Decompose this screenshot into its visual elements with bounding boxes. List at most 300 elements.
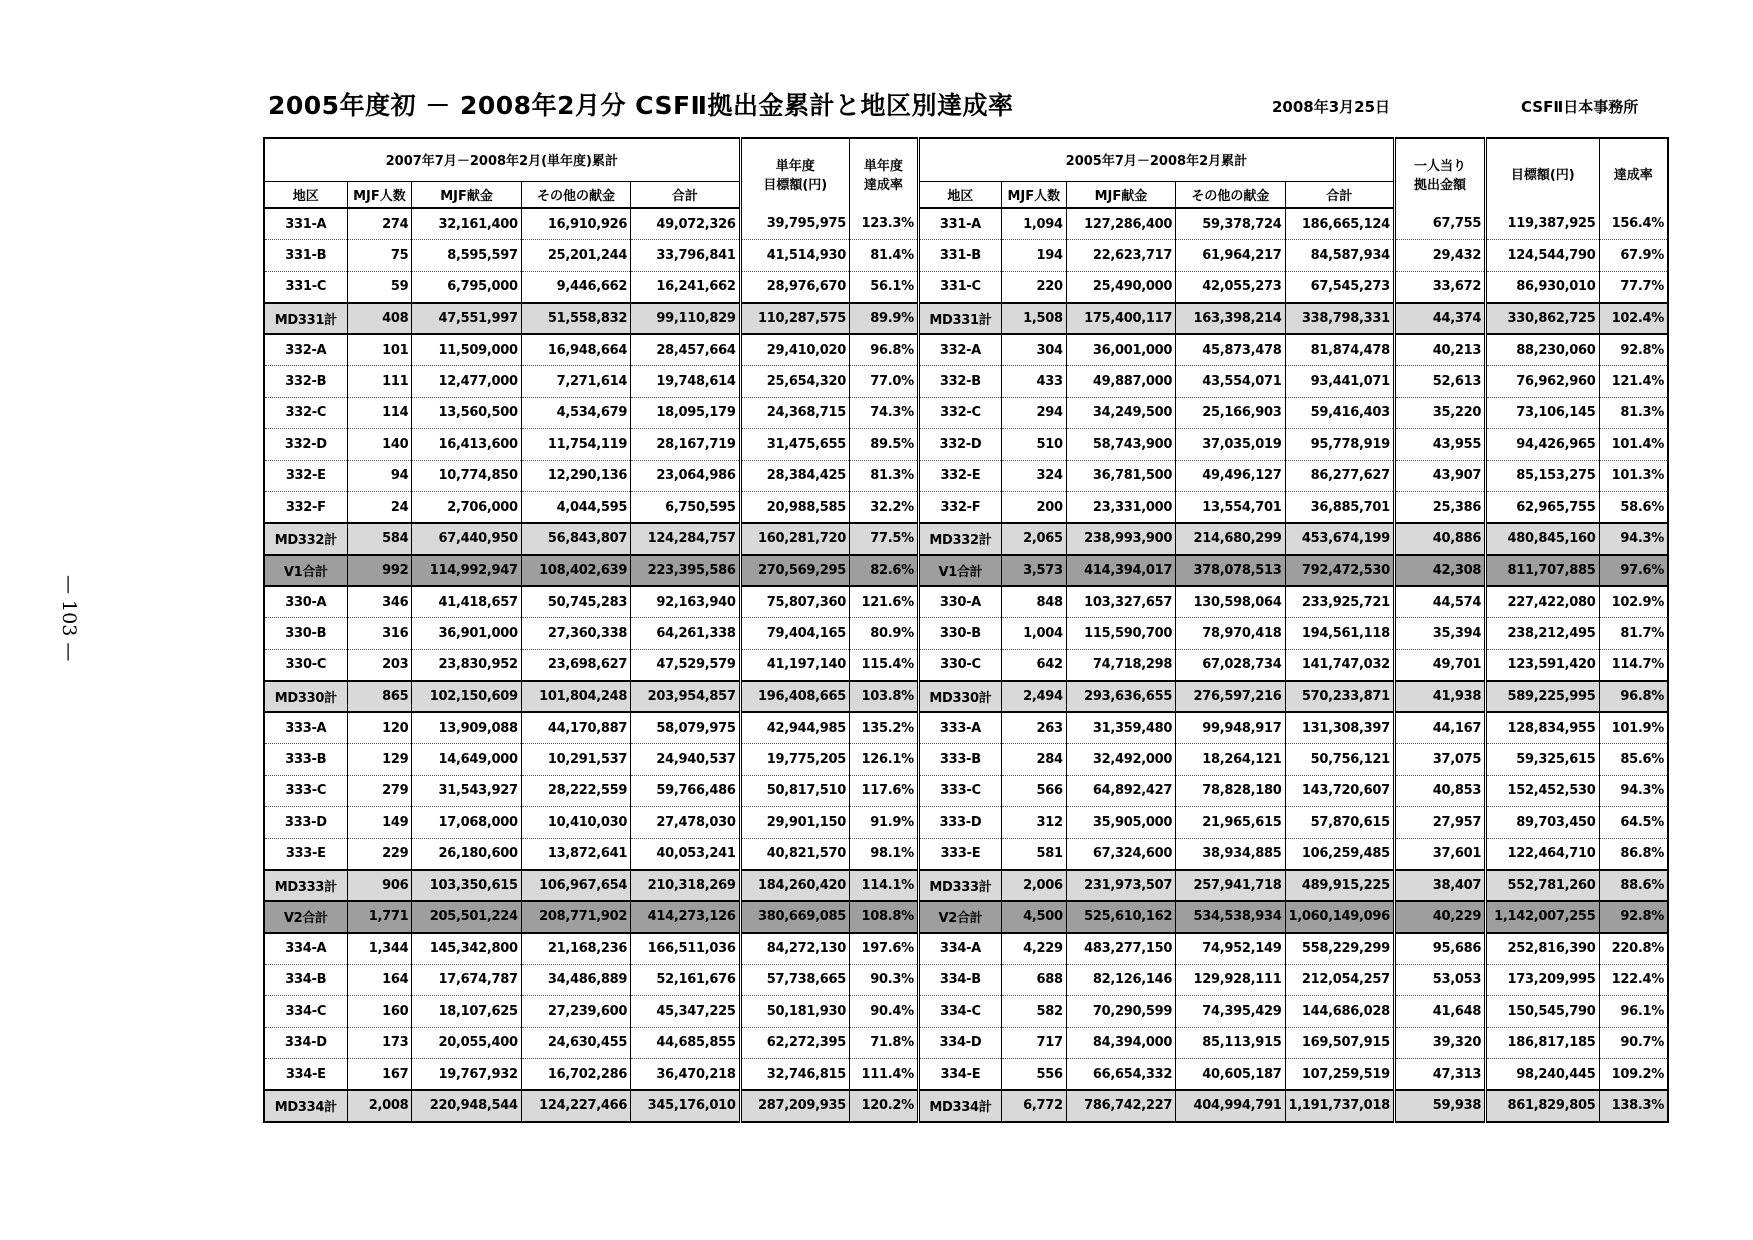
table-cell: 274: [347, 208, 412, 240]
table-cell: 92.8%: [1599, 334, 1668, 366]
table-cell: 37,601: [1394, 838, 1485, 870]
table-cell: 194: [1001, 240, 1066, 272]
table-cell: 330,862,725: [1486, 303, 1599, 335]
table-cell: 43,955: [1394, 429, 1485, 461]
table-cell: 334-D: [918, 1027, 1001, 1059]
table-cell: 90.4%: [850, 996, 919, 1028]
table-cell: 184,260,420: [740, 870, 849, 902]
table-cell: 28,167,719: [631, 429, 740, 461]
table-cell: 106,259,485: [1285, 838, 1394, 870]
table-cell: 47,313: [1394, 1059, 1485, 1091]
table-cell: 17,674,787: [412, 964, 521, 996]
table-cell: 67,440,950: [412, 523, 521, 555]
table-cell: 98,240,445: [1486, 1059, 1599, 1091]
table-cell: 102,150,609: [412, 681, 521, 713]
table-cell: 270,569,295: [740, 555, 849, 587]
table-cell: 525,610,162: [1066, 901, 1175, 933]
table-cell: 96.8%: [1599, 681, 1668, 713]
table-cell: 26,180,600: [412, 838, 521, 870]
table-cell: MD332計: [918, 523, 1001, 555]
table-cell: 333-C: [264, 775, 347, 807]
table-cell: 31,475,655: [740, 429, 849, 461]
target-header: 目標額(円): [1486, 138, 1599, 208]
table-row: [264, 744, 1668, 776]
table-cell: 257,941,718: [1176, 870, 1285, 902]
table-cell: 18,095,179: [631, 397, 740, 429]
table-cell: 1,344: [347, 933, 412, 965]
table-cell: 334-D: [264, 1027, 347, 1059]
table-cell: 37,035,019: [1176, 429, 1285, 461]
per-person-header: 一人当り 拠出金額: [1394, 138, 1485, 208]
table-cell: 6,772: [1001, 1090, 1066, 1122]
table-cell: 70,290,599: [1066, 996, 1175, 1028]
table-cell: 330-B: [264, 618, 347, 650]
table-cell: 23,331,000: [1066, 492, 1175, 524]
table-cell: MD333計: [918, 870, 1001, 902]
table-cell: 80.9%: [850, 618, 919, 650]
table-cell: 558,229,299: [1285, 933, 1394, 965]
table-cell: 345,176,010: [631, 1090, 740, 1122]
table-cell: 64.5%: [1599, 807, 1668, 839]
table-cell: 81,874,478: [1285, 334, 1394, 366]
table-cell: 81.3%: [850, 460, 919, 492]
table-cell: 36,901,000: [412, 618, 521, 650]
table-cell: 220.8%: [1599, 933, 1668, 965]
table-cell: 41,514,930: [740, 240, 849, 272]
table-cell: 21,965,615: [1176, 807, 1285, 839]
table-cell: 21,168,236: [521, 933, 630, 965]
table-cell: 25,654,320: [740, 366, 849, 398]
table-cell: 333-E: [918, 838, 1001, 870]
table-cell: 32,746,815: [740, 1059, 849, 1091]
table-cell: 49,072,326: [631, 208, 740, 240]
table-cell: 414,394,017: [1066, 555, 1175, 587]
table-cell: 144,686,028: [1285, 996, 1394, 1028]
table-cell: 50,756,121: [1285, 744, 1394, 776]
table-cell: 81.4%: [850, 240, 919, 272]
table-cell: 175,400,117: [1066, 303, 1175, 335]
table-cell: 186,817,185: [1486, 1027, 1599, 1059]
table-cell: 128,834,955: [1486, 712, 1599, 744]
table-cell: 31,543,927: [412, 775, 521, 807]
table-cell: 166,511,036: [631, 933, 740, 965]
table-cell: 2,065: [1001, 523, 1066, 555]
rate-header: 達成率: [1599, 138, 1668, 208]
table-cell: 334-C: [264, 996, 347, 1028]
table-cell: 89.5%: [850, 429, 919, 461]
table-cell: 33,796,841: [631, 240, 740, 272]
table-cell: 67,545,273: [1285, 271, 1394, 303]
table-cell: 39,795,975: [740, 208, 849, 240]
table-cell: 79,404,165: [740, 618, 849, 650]
table-cell: 334-A: [918, 933, 1001, 965]
table-cell: 34,249,500: [1066, 397, 1175, 429]
table-cell: 150,545,790: [1486, 996, 1599, 1028]
table-cell: 229: [347, 838, 412, 870]
table-cell: 23,064,986: [631, 460, 740, 492]
table-cell: 77.5%: [850, 523, 919, 555]
group2-header: 2005年7月－2008年2月累計: [918, 138, 1394, 181]
table-cell: 331-B: [918, 240, 1001, 272]
table-cell: 29,410,020: [740, 334, 849, 366]
table-cell: 111.4%: [850, 1059, 919, 1091]
table-cell: 552,781,260: [1486, 870, 1599, 902]
table-cell: 23,830,952: [412, 649, 521, 681]
table-cell: 49,887,000: [1066, 366, 1175, 398]
table-cell: 131,308,397: [1285, 712, 1394, 744]
table-cell: V1合計: [918, 555, 1001, 587]
table-cell: 16,910,926: [521, 208, 630, 240]
table-cell: 114,992,947: [412, 555, 521, 587]
table-cell: 36,001,000: [1066, 334, 1175, 366]
table-cell: 227,422,080: [1486, 586, 1599, 618]
table-cell: 861,829,805: [1486, 1090, 1599, 1122]
table-cell: 334-B: [918, 964, 1001, 996]
col-members-2: MJF人数: [1001, 181, 1066, 208]
table-cell: 143,720,607: [1285, 775, 1394, 807]
table-cell: 19,748,614: [631, 366, 740, 398]
table-cell: 279: [347, 775, 412, 807]
table-cell: 53,053: [1394, 964, 1485, 996]
table-cell: 66,654,332: [1066, 1059, 1175, 1091]
table-cell: 331-B: [264, 240, 347, 272]
table-cell: 167: [347, 1059, 412, 1091]
table-cell: 34,486,889: [521, 964, 630, 996]
table-cell: 208,771,902: [521, 901, 630, 933]
table-cell: 205,501,224: [412, 901, 521, 933]
table-cell: 333-A: [264, 712, 347, 744]
table-cell: 1,771: [347, 901, 412, 933]
contribution-table: [263, 137, 1669, 1123]
table-cell: 32,492,000: [1066, 744, 1175, 776]
table-cell: 61,964,217: [1176, 240, 1285, 272]
table-cell: 71.8%: [850, 1027, 919, 1059]
table-cell: 42,308: [1394, 555, 1485, 587]
table-cell: 11,509,000: [412, 334, 521, 366]
table-cell: 44,167: [1394, 712, 1485, 744]
table-cell: 169,507,915: [1285, 1027, 1394, 1059]
table-cell: 10,410,030: [521, 807, 630, 839]
table-cell: 86,277,627: [1285, 460, 1394, 492]
table-cell: 86.8%: [1599, 838, 1668, 870]
table-row: [264, 964, 1668, 996]
table-cell: 50,181,930: [740, 996, 849, 1028]
table-cell: 130,598,064: [1176, 586, 1285, 618]
table-cell: 203,954,857: [631, 681, 740, 713]
table-cell: 330-A: [918, 586, 1001, 618]
table-cell: 18,107,625: [412, 996, 521, 1028]
table-body: [264, 208, 1668, 1122]
table-cell: 58,743,900: [1066, 429, 1175, 461]
col-mjf-2: MJF献金: [1066, 181, 1175, 208]
table-cell: 12,290,136: [521, 460, 630, 492]
table-cell: 2,006: [1001, 870, 1066, 902]
table-cell: 24,630,455: [521, 1027, 630, 1059]
table-cell: 9,446,662: [521, 271, 630, 303]
table-cell: 115.4%: [850, 649, 919, 681]
table-cell: 23,698,627: [521, 649, 630, 681]
table-row: [264, 649, 1668, 681]
table-cell: 6,750,595: [631, 492, 740, 524]
table-cell: 95,686: [1394, 933, 1485, 965]
table-cell: 59,416,403: [1285, 397, 1394, 429]
table-cell: 346: [347, 586, 412, 618]
table-cell: 111: [347, 366, 412, 398]
table-cell: 220,948,544: [412, 1090, 521, 1122]
table-cell: 25,386: [1394, 492, 1485, 524]
table-cell: 18,264,121: [1176, 744, 1285, 776]
table-cell: 160: [347, 996, 412, 1028]
subtotal-row: [264, 303, 1668, 335]
table-cell: 59,378,724: [1176, 208, 1285, 240]
table-cell: 74,952,149: [1176, 933, 1285, 965]
table-cell: 57,870,615: [1285, 807, 1394, 839]
table-cell: 378,078,513: [1176, 555, 1285, 587]
table-cell: 78,828,180: [1176, 775, 1285, 807]
group1-header: 2007年7月－2008年2月(単年度)累計: [264, 138, 740, 181]
table-cell: 380,669,085: [740, 901, 849, 933]
table-cell: 107,259,519: [1285, 1059, 1394, 1091]
table-cell: 32,161,400: [412, 208, 521, 240]
table-cell: 332-B: [264, 366, 347, 398]
table-cell: 97.6%: [1599, 555, 1668, 587]
table-cell: 332-A: [264, 334, 347, 366]
table-cell: 57,738,665: [740, 964, 849, 996]
single-year-rate-header: 単年度 達成率: [850, 138, 919, 208]
table-row: [264, 712, 1668, 744]
col-other: その他の献金: [521, 181, 630, 208]
table-cell: 1,191,737,018: [1285, 1090, 1394, 1122]
table-cell: 210,318,269: [631, 870, 740, 902]
table-cell: 81.7%: [1599, 618, 1668, 650]
table-cell: 114.7%: [1599, 649, 1668, 681]
table-cell: MD330計: [264, 681, 347, 713]
table-cell: 58.6%: [1599, 492, 1668, 524]
table-cell: MD330計: [918, 681, 1001, 713]
table-cell: 103,350,615: [412, 870, 521, 902]
table-cell: 433: [1001, 366, 1066, 398]
table-cell: 13,554,701: [1176, 492, 1285, 524]
table-cell: 13,560,500: [412, 397, 521, 429]
subtotal-row: [264, 870, 1668, 902]
table-cell: 59,325,615: [1486, 744, 1599, 776]
table-cell: 252,816,390: [1486, 933, 1599, 965]
table-cell: 119,387,925: [1486, 208, 1599, 240]
table-cell: 7,271,614: [521, 366, 630, 398]
table-cell: 196,408,665: [740, 681, 849, 713]
table-row: [264, 492, 1668, 524]
table-row: [264, 586, 1668, 618]
table-cell: 67,755: [1394, 208, 1485, 240]
table-row: [264, 334, 1668, 366]
table-cell: 263: [1001, 712, 1066, 744]
table-cell: 332-E: [918, 460, 1001, 492]
table-cell: 82.6%: [850, 555, 919, 587]
table-cell: 330-A: [264, 586, 347, 618]
table-cell: MD332計: [264, 523, 347, 555]
table-cell: 99,110,829: [631, 303, 740, 335]
table-cell: 294: [1001, 397, 1066, 429]
table-cell: 114: [347, 397, 412, 429]
table-cell: 293,636,655: [1066, 681, 1175, 713]
table-cell: 67,028,734: [1176, 649, 1285, 681]
table-cell: 64,261,338: [631, 618, 740, 650]
table-cell: 334-C: [918, 996, 1001, 1028]
table-row: [264, 996, 1668, 1028]
table-cell: 2,008: [347, 1090, 412, 1122]
table-cell: 194,561,118: [1285, 618, 1394, 650]
table-cell: 1,060,149,096: [1285, 901, 1394, 933]
table-row: [264, 366, 1668, 398]
table-cell: V1合計: [264, 555, 347, 587]
table-cell: 10,774,850: [412, 460, 521, 492]
table-cell: 126.1%: [850, 744, 919, 776]
table-cell: 45,347,225: [631, 996, 740, 1028]
table-row: [264, 208, 1668, 240]
table-cell: 333-B: [918, 744, 1001, 776]
table-cell: V2合計: [918, 901, 1001, 933]
table-cell: 717: [1001, 1027, 1066, 1059]
office-name: CSFⅡ日本事務所: [1521, 98, 1639, 116]
table-cell: 121.4%: [1599, 366, 1668, 398]
table-cell: 197.6%: [850, 933, 919, 965]
table-cell: 642: [1001, 649, 1066, 681]
table-cell: 10,291,537: [521, 744, 630, 776]
table-cell: 36,885,701: [1285, 492, 1394, 524]
table-cell: 110,287,575: [740, 303, 849, 335]
table-cell: 24,368,715: [740, 397, 849, 429]
table-cell: 4,229: [1001, 933, 1066, 965]
table-cell: MD331計: [264, 303, 347, 335]
table-cell: 94,426,965: [1486, 429, 1599, 461]
table-cell: 534,538,934: [1176, 901, 1285, 933]
table-cell: 1,142,007,255: [1486, 901, 1599, 933]
table-cell: 156.4%: [1599, 208, 1668, 240]
table-cell: 19,775,205: [740, 744, 849, 776]
table-cell: 76,962,960: [1486, 366, 1599, 398]
table-cell: 129: [347, 744, 412, 776]
table-cell: 865: [347, 681, 412, 713]
table-cell: 94.3%: [1599, 775, 1668, 807]
col-other-2: その他の献金: [1176, 181, 1285, 208]
table-cell: MD334計: [264, 1090, 347, 1122]
table-cell: 59: [347, 271, 412, 303]
table-cell: 31,359,480: [1066, 712, 1175, 744]
table-cell: 35,220: [1394, 397, 1485, 429]
table-cell: 52,161,676: [631, 964, 740, 996]
table-cell: 101: [347, 334, 412, 366]
table-cell: 98.1%: [850, 838, 919, 870]
table-cell: 333-B: [264, 744, 347, 776]
table-cell: 84,394,000: [1066, 1027, 1175, 1059]
table-cell: 584: [347, 523, 412, 555]
table-cell: 41,418,657: [412, 586, 521, 618]
table-cell: 88.6%: [1599, 870, 1668, 902]
subtotal-row: [264, 523, 1668, 555]
page-number: — 103 —: [58, 575, 80, 662]
table-cell: 52,613: [1394, 366, 1485, 398]
table-cell: 160,281,720: [740, 523, 849, 555]
table-cell: 338,798,331: [1285, 303, 1394, 335]
table-cell: 149: [347, 807, 412, 839]
table-cell: 331-C: [264, 271, 347, 303]
table-cell: 93,441,071: [1285, 366, 1394, 398]
table-cell: 27,360,338: [521, 618, 630, 650]
table-cell: 99,948,917: [1176, 712, 1285, 744]
table-cell: 101.9%: [1599, 712, 1668, 744]
table-cell: 56.1%: [850, 271, 919, 303]
table-cell: 67.9%: [1599, 240, 1668, 272]
table-cell: 94: [347, 460, 412, 492]
table-cell: 73,106,145: [1486, 397, 1599, 429]
table-cell: 332-A: [918, 334, 1001, 366]
table-cell: 101.3%: [1599, 460, 1668, 492]
table-cell: 75,807,360: [740, 586, 849, 618]
table-cell: 453,674,199: [1285, 523, 1394, 555]
table-cell: 489,915,225: [1285, 870, 1394, 902]
table-cell: 75: [347, 240, 412, 272]
table-cell: 414,273,126: [631, 901, 740, 933]
table-cell: 41,648: [1394, 996, 1485, 1028]
table-cell: 334-B: [264, 964, 347, 996]
table-cell: 20,988,585: [740, 492, 849, 524]
table-cell: 89.9%: [850, 303, 919, 335]
table-cell: 333-D: [264, 807, 347, 839]
table-cell: 59,766,486: [631, 775, 740, 807]
table-cell: 81.3%: [1599, 397, 1668, 429]
table-cell: 12,477,000: [412, 366, 521, 398]
table-cell: 276,597,216: [1176, 681, 1285, 713]
col-members: MJF人数: [347, 181, 412, 208]
table-cell: 22,623,717: [1066, 240, 1175, 272]
table-cell: 115,590,700: [1066, 618, 1175, 650]
table-cell: 44,170,887: [521, 712, 630, 744]
table-cell: 25,490,000: [1066, 271, 1175, 303]
col-mjf: MJF献金: [412, 181, 521, 208]
table-cell: 121.6%: [850, 586, 919, 618]
table-cell: 129,928,111: [1176, 964, 1285, 996]
table-row: [264, 1027, 1668, 1059]
table-cell: 24: [347, 492, 412, 524]
table-cell: 238,993,900: [1066, 523, 1175, 555]
table-cell: 120: [347, 712, 412, 744]
table-cell: 992: [347, 555, 412, 587]
table-cell: 316: [347, 618, 412, 650]
table-cell: 164: [347, 964, 412, 996]
table-cell: 480,845,160: [1486, 523, 1599, 555]
table-cell: 127,286,400: [1066, 208, 1175, 240]
col-region: 地区: [264, 181, 347, 208]
table-cell: 85.6%: [1599, 744, 1668, 776]
table-cell: 332-B: [918, 366, 1001, 398]
table-cell: 124,227,466: [521, 1090, 630, 1122]
table-cell: 84,272,130: [740, 933, 849, 965]
table-cell: 96.1%: [1599, 996, 1668, 1028]
table-row: [264, 618, 1668, 650]
subtotal-row: [264, 1090, 1668, 1122]
table-cell: 43,554,071: [1176, 366, 1285, 398]
table-cell: 25,201,244: [521, 240, 630, 272]
table-cell: 40,229: [1394, 901, 1485, 933]
table-row: [264, 429, 1668, 461]
table-cell: 120.2%: [850, 1090, 919, 1122]
table-cell: 582: [1001, 996, 1066, 1028]
table-cell: MD331計: [918, 303, 1001, 335]
table-cell: 108,402,639: [521, 555, 630, 587]
table-cell: 238,212,495: [1486, 618, 1599, 650]
table-cell: 145,342,800: [412, 933, 521, 965]
table-cell: 29,901,150: [740, 807, 849, 839]
